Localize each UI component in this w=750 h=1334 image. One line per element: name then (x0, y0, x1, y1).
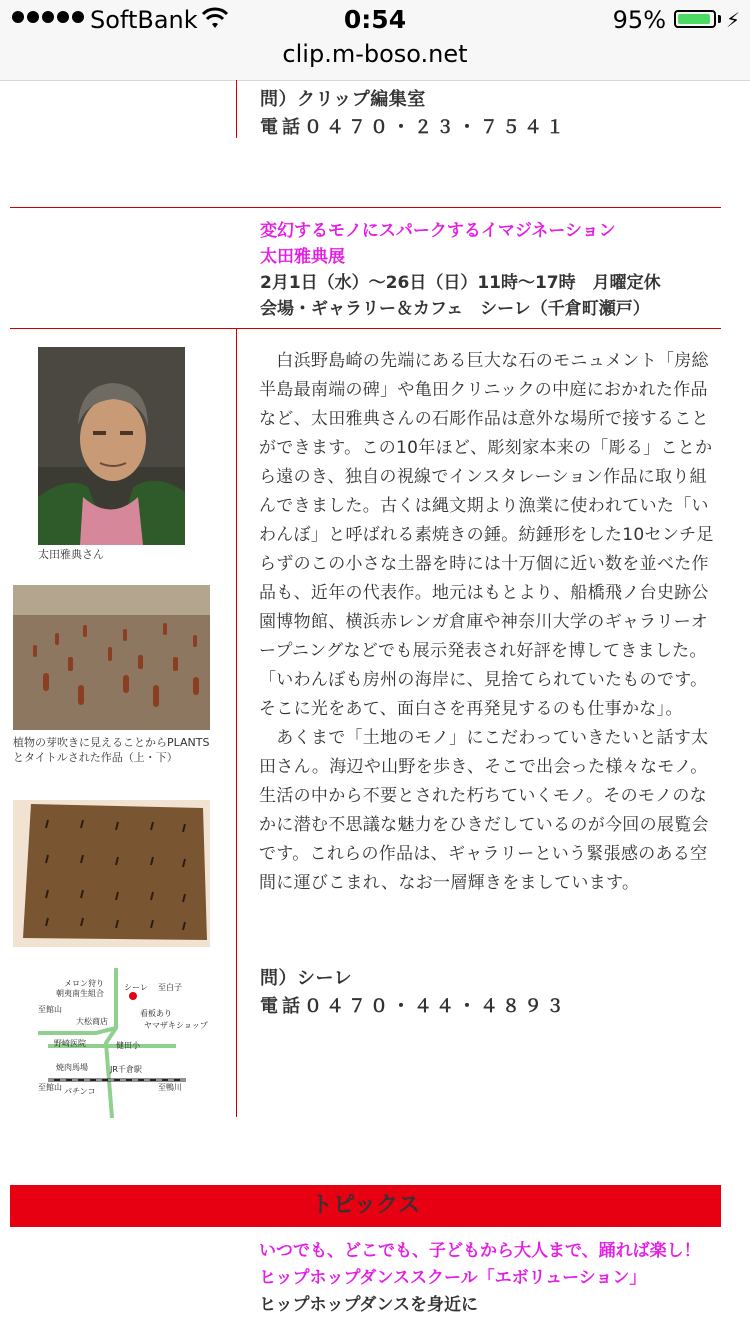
divider-line (10, 207, 721, 208)
article-body (259, 347, 714, 898)
article-contact (260, 965, 568, 1021)
status-bar (0, 0, 750, 42)
prev-contact (260, 86, 568, 142)
charging-icon: ⚡ (726, 8, 741, 32)
map-label: ヤマザキショップ (144, 1021, 208, 1030)
column-divider (236, 329, 237, 1117)
map-label: JR千倉駅 (110, 1065, 142, 1074)
artwork-photo-plants-1 (13, 585, 210, 730)
map-label: 至館山 (38, 1005, 62, 1014)
event-dates: 2月1日（水）〜26日（日）11時〜17時 月曜定休 (260, 273, 661, 293)
map-label: シーレ (124, 983, 148, 992)
topics-subheadline[interactable]: ヒップホップダンススクール「エボリューション」 (259, 1268, 647, 1288)
clock: 0:54 (343, 5, 407, 34)
carrier-name: SoftBank (90, 6, 198, 34)
battery-percentage: 95% (612, 6, 666, 34)
portrait-caption: 太田雅典さん (38, 548, 104, 561)
divider-line (10, 328, 721, 329)
map-label: 野崎医院 (54, 1039, 86, 1048)
artist-portrait-photo (38, 347, 185, 545)
battery-tip (718, 15, 721, 23)
article-paragraph: 白浜野島崎の先端にある巨大な石のモニュメント「房総半島最南端の碑」や亀田クリニックの中庭におかれた作品など、太田雅典さんの石彫作品は意外な場所で接することができます。この10年ほど、彫刻家本来の「彫る」ことから遠のき、独自の視線でインスタレーション作品に取り組んできました。古くは縄文期より漁業に使われていた「いわんぼ」と呼ばれる素焼きの錘。紡錘形をした10センチ足らずのこの小さな土器を時には十万個に近い数を並べた作品も、近年の代表作。地元はもとより、船橋飛ノ台史跡公園博物館、横浜赤レンガ倉庫や神奈川大学のギャラリーオープニングなどでも展示発表され好評を博してきました。 (259, 351, 714, 661)
topics-headline[interactable]: いつでも、どこでも、子どもから大人まで、踊れば楽し！ (259, 1241, 701, 1261)
map-label: メロン狩り (64, 979, 104, 988)
battery-icon (674, 10, 716, 28)
map-label: 大松商店 (76, 1017, 108, 1026)
topics-heading-bar: トピックス (10, 1185, 721, 1227)
article-paragraph: 「いわんぼも房州の海岸に、見捨てられていたものです。そこに光をあて、面白さを再発見するのも仕事かな」。 (259, 670, 708, 719)
article-paragraph: あくまで「土地のモノ」にこだわっていきたいと話す太田さん。海辺や山野を歩き、そこで出会った様々なモノ。生活の中から不要とされた朽ちていくモノ。そのモノのなかに潜む不思議な魅力をひきだしているのが今回の展覧会です。これらの作品は、ギャラリーという緊張感のある空間に運びこまれ、なお一層輝きをましています。 (259, 728, 709, 893)
access-map (36, 968, 208, 1118)
map-label: 看板あり (140, 1009, 172, 1018)
topics-entry[interactable] (259, 1238, 704, 1319)
prev-contact-name: 問）クリップ編集室 (260, 89, 426, 110)
map-label: 至鴨川 (158, 1083, 182, 1092)
map-label: 焼肉馬場 (56, 1063, 88, 1072)
prev-contact-tel: 電話０４７０・２３・７５４１ (260, 117, 568, 138)
artwork-caption: 植物の芽吹きに見えることからPLANTSとタイトルされた作品（上・下） (13, 736, 210, 764)
artwork-photo-plants-2 (13, 800, 210, 947)
map-label: 朝夷南生組合 (56, 989, 104, 998)
event-venue: 会場・ギャラリー＆カフェ シーレ（千倉町瀬戸） (260, 299, 650, 319)
map-label: 至館山 (38, 1083, 62, 1092)
event-header (260, 218, 661, 322)
column-divider-top (236, 80, 237, 138)
event-title: 太田雅典展 (260, 247, 345, 267)
url-bar[interactable]: clip.m-boso.net (282, 40, 468, 68)
map-label: パチンコ (64, 1087, 96, 1096)
topics-summary: ヒップホップダンスを身近に (259, 1295, 478, 1315)
browser-top-bar (0, 0, 750, 81)
map-label: 至白子 (158, 983, 182, 992)
article-contact-name: 問）シーレ (260, 968, 353, 989)
article-contact-tel: 電話０４７０・４４・４８９３ (260, 996, 568, 1017)
map-label: 健田小 (116, 1041, 140, 1050)
event-tagline: 変幻するモノにスパークするイマジネーション (260, 221, 616, 241)
